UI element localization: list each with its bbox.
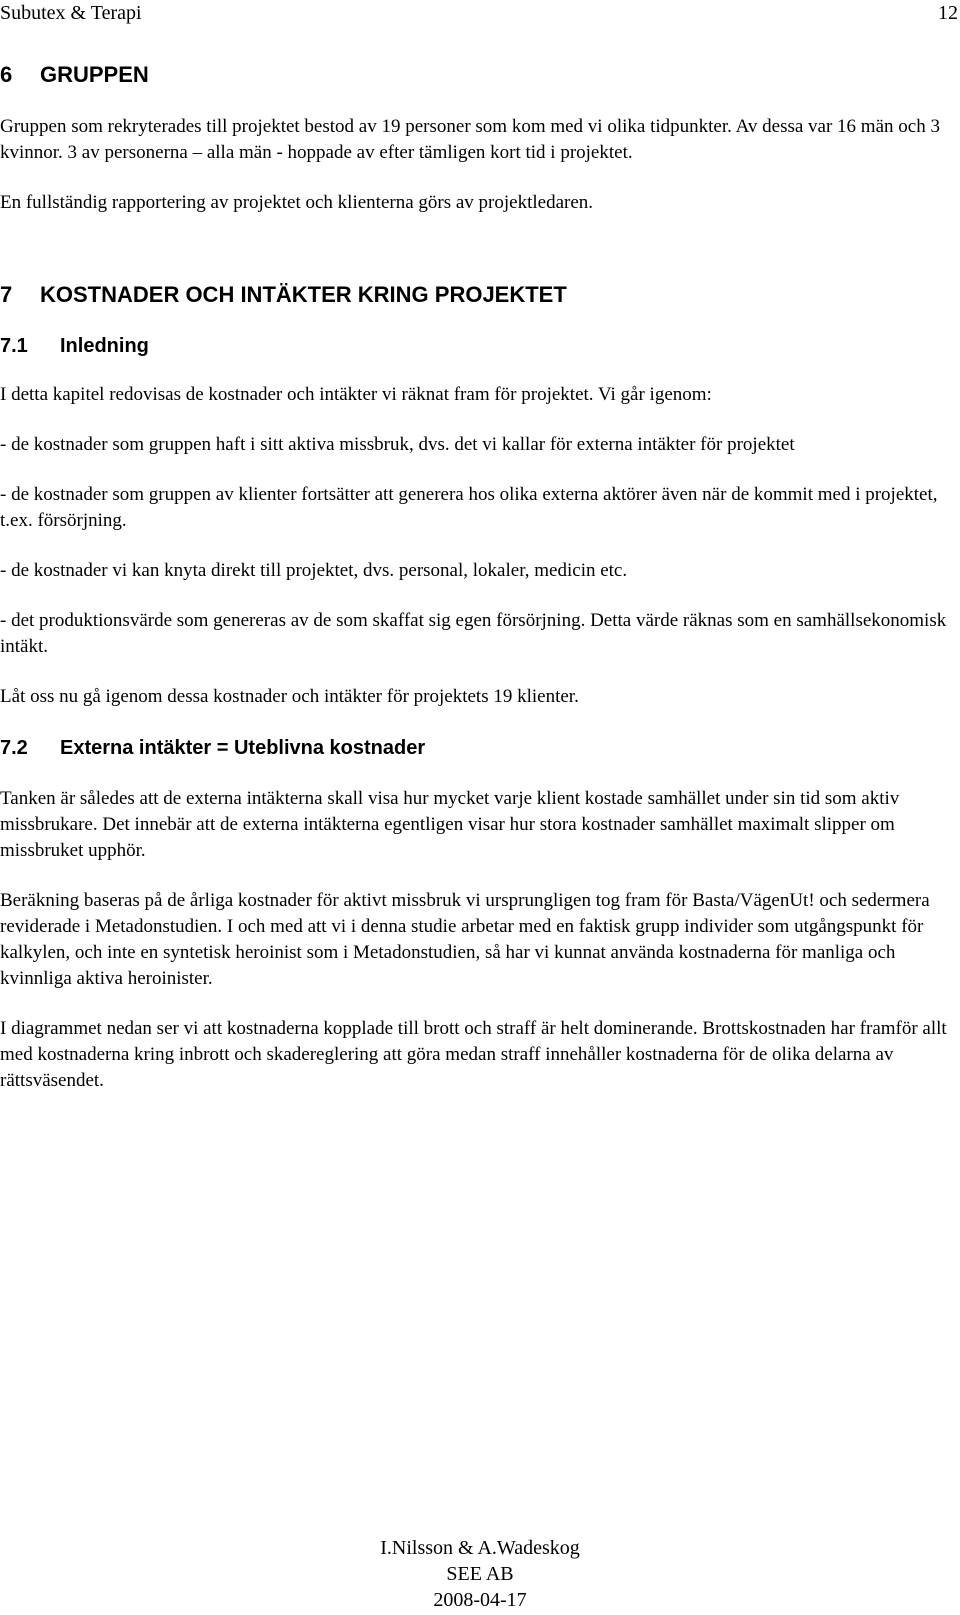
heading-number: 6 — [0, 62, 13, 87]
heading-title: Inledning — [60, 335, 149, 357]
heading-section-7-2 — [0, 734, 948, 762]
paragraph: Tanken är således att de externa intäkterna skall visa hur mycket varje klient kostade samhället under sin tid som aktiv missbrukare. Det innebär att de externa intäkterna egentligen visar hur stora kostnader samhället maximalt slipper om missbruket upphör. — [0, 788, 900, 861]
paragraph: Låt oss nu gå igenom dessa kostnader och intäkter för projektets 19 klienter. — [0, 686, 579, 707]
heading-title: GRUPPEN — [40, 62, 149, 87]
paragraph: - de kostnader vi kan knyta direkt till projektet, dvs. personal, lokaler, medicin etc. — [0, 560, 628, 581]
document-body — [0, 57, 948, 1094]
paragraph: Gruppen som rekryterades till projektet bestod av 19 personer som kom med vi olika tidpunkter. Av dessa var 16 män och 3 kvinnor. 3 av personerna – alla män - hoppade av efter tämligen kort tid i projektet. — [0, 116, 940, 163]
document-header-title: Subutex & Terapi — [0, 2, 142, 24]
paragraph: - de kostnader som gruppen av klienter fortsätter att generera hos olika externa aktörer även när de kommit med i projektet, t.ex. försörjning. — [0, 484, 938, 531]
footer-company: SEE AB — [446, 1563, 514, 1585]
footer-date: 2008-04-17 — [433, 1589, 527, 1611]
footer-authors: I.Nilsson & A.Wadeskog — [380, 1537, 580, 1559]
paragraph: En fullständig rapportering av projektet och klienterna görs av projektledaren. — [0, 192, 594, 213]
heading-number: 7.1 — [0, 335, 28, 357]
paragraph: - det produktionsvärde som genereras av de som skaffat sig egen försörjning. Detta värde räknas som en samhällsekonomisk intäkt. — [0, 610, 947, 657]
heading-title: KOSTNADER OCH INTÄKTER KRING PROJEKTET — [40, 282, 567, 307]
heading-number: 7.2 — [0, 737, 28, 759]
page-number: 12 — [938, 2, 958, 24]
paragraph: - de kostnader som gruppen haft i sitt aktiva missbruk, dvs. det vi kallar för externa intäkter för projektet — [0, 434, 795, 455]
paragraph: I detta kapitel redovisas de kostnader och intäkter vi räknat fram för projektet. Vi går igenom: — [0, 384, 712, 405]
heading-section-7-1 — [0, 332, 948, 360]
paragraph: I diagrammet nedan ser vi att kostnaderna kopplade till brott och straff är helt dominerande. Brottskostnaden har framför allt med kostnaderna kring inbrott och skadereglering att göra medan straff innehåller kostnaderna för de olika delarna av rättsväsendet. — [0, 1018, 947, 1091]
paragraph: Beräkning baseras på de årliga kostnader för aktivt missbruk vi ursprungligen tog fram för Basta/VägenUt! och sedermera reviderade i Metadonstudien. I och med att vi i denna studie arbetar med en faktisk grupp individer som utgångspunkt för kalkylen, och inte en syntetisk heroinist som i Metadonstudien, så har vi kunnat använda kostnaderna för manliga och kvinnliga aktiva heroinister. — [0, 890, 930, 989]
heading-title: Externa intäkter = Uteblivna kostnader — [60, 737, 426, 759]
heading-number: 7 — [0, 282, 13, 307]
heading-section-7 — [0, 280, 948, 310]
heading-section-6 — [0, 60, 948, 90]
